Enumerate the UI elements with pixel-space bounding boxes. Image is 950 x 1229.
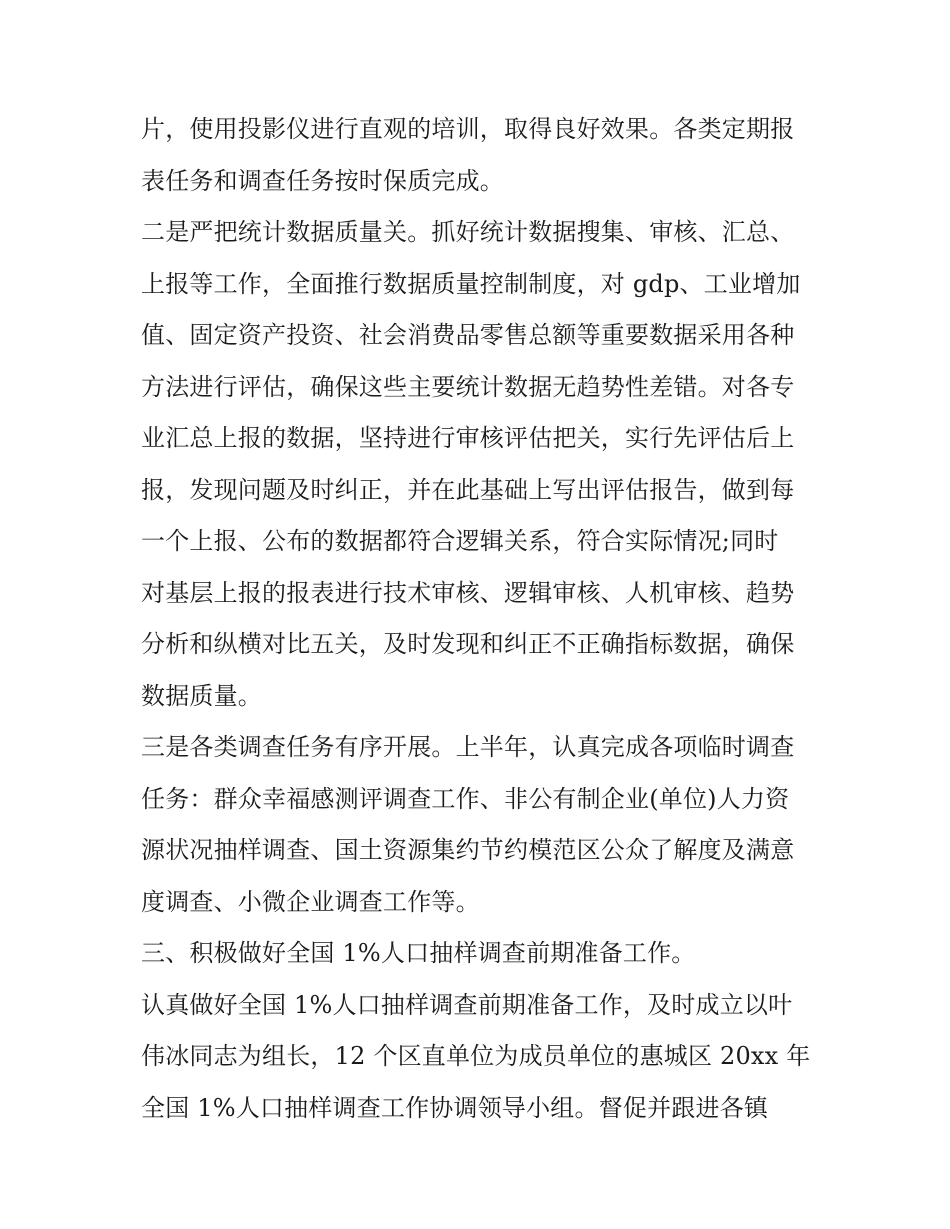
section-heading: 三、积极做好全国 1%人口抽样调查前期准备工作。 xyxy=(141,939,696,967)
text-line: 源状况抽样调查、国土资源集约节约模范区公众了解度及满意 xyxy=(141,836,795,864)
text-line: 全国 1%人口抽样调查工作协调领导小组。督促并跟进各镇 xyxy=(141,1093,769,1122)
text-line: 认真做好全国 1%人口抽样调查前期准备工作，及时成立以叶 xyxy=(141,990,793,1019)
text-line: 一个上报、公布的数据都符合逻辑关系，符合实际情况;同时 xyxy=(141,527,779,555)
text-line: 数据质量。 xyxy=(141,681,262,710)
text-line: 方法进行评估，确保这些主要统计数据无趋势性差错。对各专 xyxy=(141,372,795,401)
text-line: 报，发现问题及时纠正，并在此基础上写出评估报告，做到每 xyxy=(141,475,795,504)
document-body xyxy=(141,104,821,1134)
text-line: 对基层上报的报表进行技术审核、逻辑审核、人机审核、趋势 xyxy=(141,578,795,607)
text-line: 上报等工作，全面推行数据质量控制制度，对 gdp、工业增加 xyxy=(141,269,801,298)
text-line: 伟冰同志为组长，12 个区直单位为成员单位的惠城区 20xx 年 xyxy=(141,1042,811,1070)
text-line: 分析和纵横对比五关，及时发现和纠正不正确指标数据，确保 xyxy=(141,630,795,658)
text-line: 二是严把统计数据质量关。抓好统计数据搜集、审核、汇总、 xyxy=(141,218,795,246)
text-line: 业汇总上报的数据，坚持进行审核评估把关，实行先评估后上 xyxy=(141,424,795,452)
text-line: 表任务和调查任务按时保质完成。 xyxy=(141,166,504,195)
text-line: 三是各类调查任务有序开展。上半年，认真完成各项临时调查 xyxy=(141,733,795,761)
text-line: 度调查、小微企业调查工作等。 xyxy=(141,887,480,916)
text-line: 片，使用投影仪进行直观的培训，取得良好效果。各类定期报 xyxy=(141,115,795,143)
text-line: 任务：群众幸福感测评调查工作、非公有制企业(单位)人力资 xyxy=(141,784,790,813)
text-line: 值、固定资产投资、社会消费品零售总额等重要数据采用各种 xyxy=(141,321,795,349)
